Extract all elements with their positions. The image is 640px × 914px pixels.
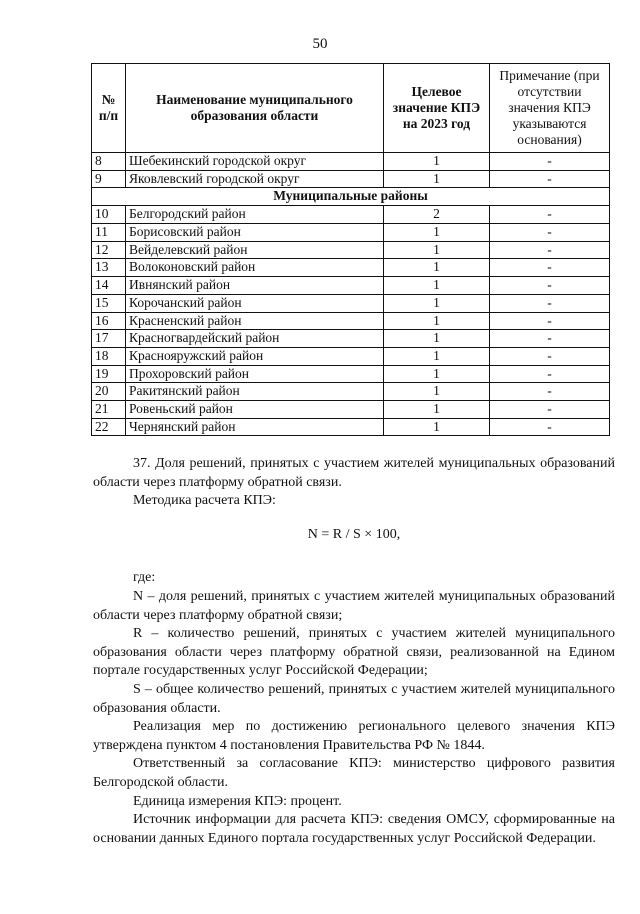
r-definition: R – количество решений, принятых с участием жителей муниципального образования области через платформу обратной связи, реализованной на Едином портале государственных услуг Российской Федерации; (93, 626, 615, 679)
row-name: Прохоровский район (126, 365, 384, 383)
row-note: - (490, 277, 610, 295)
header-target: Целевое значение КПЭ на 2023 год (384, 64, 490, 153)
page-number: 50 (312, 36, 328, 52)
section-title: Муниципальные районы (92, 188, 610, 206)
row-target: 1 (384, 153, 490, 171)
row-name: Ракитянский район (126, 383, 384, 401)
row-target: 1 (384, 277, 490, 295)
table-row (92, 170, 610, 188)
table-header-row (92, 64, 610, 153)
table-row (92, 294, 610, 312)
table-row (92, 224, 610, 242)
row-target: 1 (384, 224, 490, 242)
row-note: - (490, 224, 610, 242)
formula: N = R / S × 100, (307, 526, 401, 542)
row-note: - (490, 170, 610, 188)
row-target: 1 (384, 259, 490, 277)
row-target: 1 (384, 241, 490, 259)
table-row (92, 277, 610, 295)
row-num: 19 (92, 365, 126, 383)
header-name: Наименование муниципального образования области (126, 64, 384, 153)
row-num: 14 (92, 277, 126, 295)
row-note: - (490, 418, 610, 436)
table-row (92, 330, 610, 348)
row-name: Вейделевский район (126, 241, 384, 259)
table-row (92, 365, 610, 383)
row-target: 2 (384, 206, 490, 224)
row-name: Белгородский район (126, 206, 384, 224)
table-row (92, 312, 610, 330)
row-name: Ровеньский район (126, 400, 384, 418)
table-row (92, 153, 610, 171)
row-note: - (490, 312, 610, 330)
row-note: - (490, 365, 610, 383)
row-name: Красненский район (126, 312, 384, 330)
paragraph-37: 37. Доля решений, принятых с участием жителей муниципальных образований области через платформу обратной связи. (93, 456, 615, 490)
table-row (92, 241, 610, 259)
row-note: - (490, 206, 610, 224)
table-row (92, 400, 610, 418)
rows-before (92, 153, 610, 188)
row-num: 8 (92, 153, 126, 171)
rows-after (92, 206, 610, 436)
row-num: 11 (92, 224, 126, 242)
row-name: Ивнянский район (126, 277, 384, 295)
header-num: № п/п (92, 64, 126, 153)
row-note: - (490, 241, 610, 259)
row-num: 22 (92, 418, 126, 436)
row-num: 15 (92, 294, 126, 312)
row-name: Чернянский район (126, 418, 384, 436)
row-num: 13 (92, 259, 126, 277)
row-num: 21 (92, 400, 126, 418)
row-note: - (490, 330, 610, 348)
row-target: 1 (384, 170, 490, 188)
row-name: Красногвардейский район (126, 330, 384, 348)
body-text (93, 455, 615, 848)
row-target: 1 (384, 383, 490, 401)
table-row (92, 347, 610, 365)
row-note: - (490, 259, 610, 277)
row-target: 1 (384, 400, 490, 418)
row-name: Краснояружский район (126, 347, 384, 365)
method-heading: Методика расчета КПЭ: (133, 493, 276, 509)
row-name: Корочанский район (126, 294, 384, 312)
header-note: Примечание (при отсутствии значения КПЭ указываются основания) (490, 64, 610, 153)
row-target: 1 (384, 330, 490, 348)
row-target: 1 (384, 365, 490, 383)
table-row (92, 259, 610, 277)
row-note: - (490, 294, 610, 312)
row-num: 17 (92, 330, 126, 348)
table-row (92, 418, 610, 436)
unit-text: Единица измерения КПЭ: процент. (133, 793, 342, 809)
section-row (92, 188, 610, 206)
row-note: - (490, 383, 610, 401)
row-note: - (490, 400, 610, 418)
row-target: 1 (384, 294, 490, 312)
row-target: 1 (384, 418, 490, 436)
row-note: - (490, 153, 610, 171)
table-row (92, 383, 610, 401)
responsible-text: Ответственный за согласование КПЭ: министерство цифрового развития Белгородской области. (93, 756, 615, 790)
n-definition: N – доля решений, принятых с участием жителей муниципальных образований области через платформу обратной связи; (93, 588, 615, 623)
table-row (92, 206, 610, 224)
s-definition: S – общее количество решений, принятых с участием жителей муниципального образования области. (93, 681, 615, 716)
row-name: Шебекинский городской округ (126, 153, 384, 171)
where-label: где: (133, 570, 156, 586)
row-num: 16 (92, 312, 126, 330)
source-text: Источник информации для расчета КПЭ: сведения ОМСУ, сформированные на основании данных Единого портала государственных услуг Российской Федерации. (93, 812, 615, 846)
row-num: 12 (92, 241, 126, 259)
row-note: - (490, 347, 610, 365)
row-num: 18 (92, 347, 126, 365)
row-name: Волоконовский район (126, 259, 384, 277)
kpe-table (91, 63, 610, 436)
row-target: 1 (384, 312, 490, 330)
row-num: 20 (92, 383, 126, 401)
row-num: 10 (92, 206, 126, 224)
row-name: Борисовский район (126, 224, 384, 242)
realization-text: Реализация мер по достижению регионального целевого значения КПЭ утверждена пунктом 4 постановления Правительства РФ № 1844. (93, 719, 615, 753)
row-target: 1 (384, 347, 490, 365)
row-name: Яковлевский городской округ (126, 170, 384, 188)
row-num: 9 (92, 170, 126, 188)
